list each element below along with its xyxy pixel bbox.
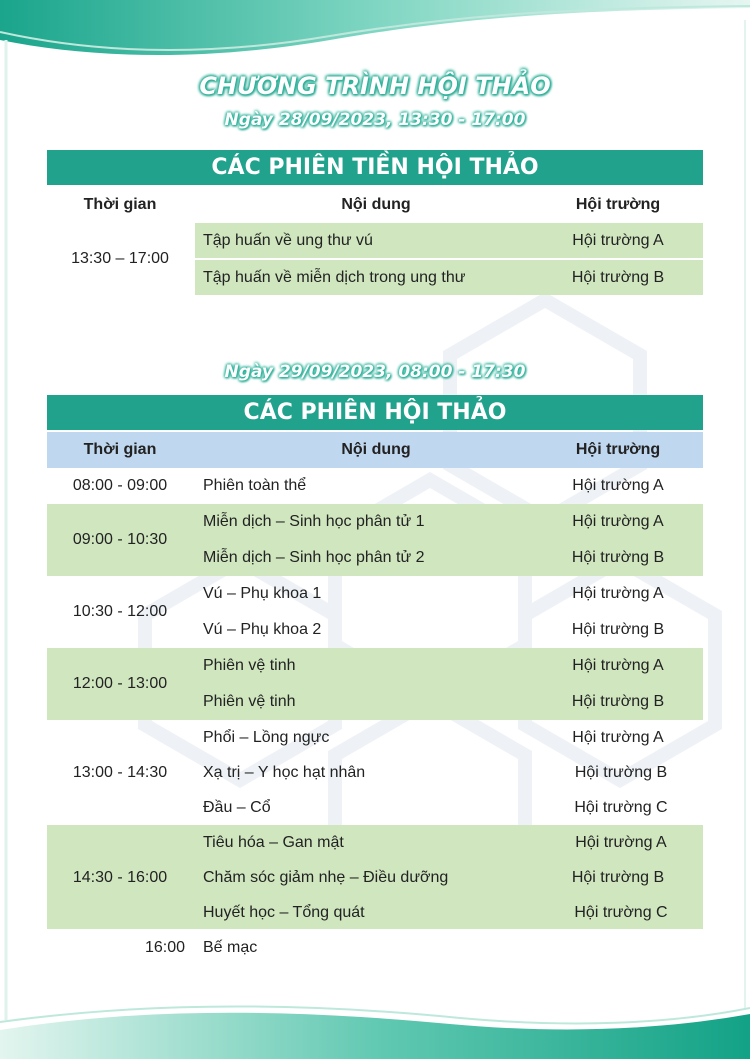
session-content: Phiên vệ tinh — [203, 657, 296, 674]
session-room: Hội trường B — [571, 621, 665, 638]
day2-date-subtitle: Ngày 29/09/2023, 08:00 - 17:30 — [224, 362, 526, 382]
session-room: Hội trường B — [571, 693, 665, 710]
session-content: Huyết học – Tổng quát — [203, 904, 365, 921]
session-content: Đầu – Cổ — [203, 799, 271, 816]
session-content: Phiên vệ tinh — [203, 693, 296, 710]
session-room: Hội trường A — [572, 513, 664, 530]
col-time-header: Thời gian — [83, 441, 157, 458]
pre-session-content: Tập huấn về ung thư vú — [203, 232, 373, 249]
sessions-band: CÁC PHIÊN HỘI THẢO — [47, 395, 703, 430]
pre-session-room: Hội trường B — [571, 269, 665, 286]
sessions-header-row — [47, 432, 703, 468]
col-time-header: Thời gian — [83, 196, 157, 213]
session-time: 16:00 — [144, 939, 185, 956]
session-content: Vú – Phụ khoa 1 — [203, 585, 322, 602]
pre-sessions-header-row — [47, 187, 703, 223]
session-room: Hội trường A — [572, 585, 664, 602]
col-content-header: Nội dung — [341, 441, 411, 458]
pre-session-room: Hội trường A — [572, 232, 664, 249]
session-room: Hội trường B — [571, 549, 665, 566]
session-room: Hội trường C — [574, 799, 668, 816]
session-time: 12:00 - 13:00 — [72, 675, 168, 692]
session-time: 13:00 - 14:30 — [72, 764, 168, 781]
session-room: Hội trường B — [571, 869, 665, 886]
program-title: CHƯƠNG TRÌNH HỘI THẢO — [199, 72, 551, 100]
col-content-header: Nội dung — [341, 196, 411, 213]
session-content: Vú – Phụ khoa 2 — [203, 621, 322, 638]
pre-session-content: Tập huấn về miễn dịch trong ung thư — [203, 269, 466, 286]
session-time: 10:30 - 12:00 — [72, 603, 168, 620]
session-content: Chăm sóc giảm nhẹ – Điều dưỡng — [203, 869, 449, 886]
session-room: Hội trường A — [572, 729, 664, 746]
session-content: Miễn dịch – Sinh học phân tử 2 — [203, 549, 425, 566]
session-content: Xạ trị – Y học hạt nhân — [203, 764, 366, 781]
session-content: Bế mạc — [203, 939, 258, 956]
session-content: Phiên toàn thể — [203, 477, 307, 494]
session-room: Hội trường A — [575, 834, 667, 851]
col-room-header: Hội trường — [575, 441, 661, 458]
session-content: Tiêu hóa – Gan mật — [203, 834, 344, 851]
session-content: Phổi – Lồng ngực — [203, 729, 330, 746]
day1-date-subtitle: Ngày 28/09/2023, 13:30 - 17:00 — [224, 110, 526, 130]
session-time: 09:00 - 10:30 — [72, 531, 168, 548]
session-room: Hội trường C — [574, 904, 668, 921]
session-room: Hội trường B — [574, 764, 668, 781]
session-room: Hội trường A — [572, 477, 664, 494]
session-room: Hội trường A — [572, 657, 664, 674]
session-content: Miễn dịch – Sinh học phân tử 1 — [203, 513, 425, 530]
col-room-header: Hội trường — [575, 196, 661, 213]
session-time: 14:30 - 16:00 — [72, 869, 168, 886]
pre-sessions-band: CÁC PHIÊN TIỀN HỘI THẢO — [47, 150, 703, 185]
pre-session-time: 13:30 – 17:00 — [71, 250, 169, 267]
session-time: 08:00 - 09:00 — [72, 477, 168, 494]
